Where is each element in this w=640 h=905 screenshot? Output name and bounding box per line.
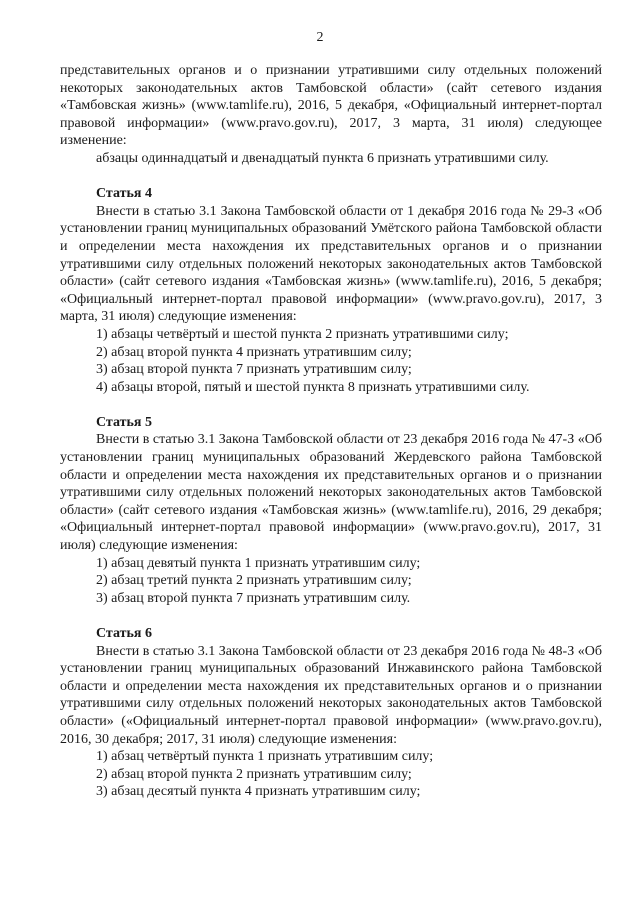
- document-body: [60, 62, 602, 801]
- article-heading: Статья 5: [96, 414, 152, 430]
- spacer: [60, 168, 602, 186]
- spacer: [60, 607, 602, 625]
- list-item: 3) абзац второй пункта 7 признать утратившим силу;: [96, 362, 412, 378]
- list-item: 1) абзац девятый пункта 1 признать утратившим силу;: [96, 555, 421, 571]
- list-item: 4) абзацы второй, пятый и шестой пункта 8 признать утратившими силу.: [96, 379, 530, 395]
- page-number: 2: [316, 30, 324, 45]
- article-heading: Статья 6: [96, 626, 152, 641]
- list-item: 2) абзац второй пункта 2 признать утратившим силу;: [96, 766, 412, 782]
- list-item: 3) абзац второй пункта 7 признать утратившим силу.: [96, 590, 411, 606]
- article-heading: Статья 4: [96, 186, 152, 202]
- continuation-section: [60, 62, 602, 168]
- article-5: [60, 414, 602, 608]
- article-4: [60, 185, 602, 396]
- list-item: 2) абзац второй пункта 4 признать утратившим силу;: [96, 344, 412, 360]
- list-item: 1) абзацы четвёртый и шестой пункта 2 признать утратившими силу;: [96, 326, 509, 342]
- list-item: абзацы одиннадцатый и двенадцатый пункта 6 признать утратившими силу.: [96, 150, 549, 166]
- list-item: 3) абзац десятый пункта 4 признать утратившим силу;: [96, 784, 421, 800]
- article-6: [60, 625, 602, 801]
- list-item: 1) абзац четвёртый пункта 1 признать утратившим силу;: [96, 749, 434, 765]
- spacer: [60, 396, 602, 414]
- list-item: 2) абзац третий пункта 2 признать утратившим силу;: [96, 573, 412, 589]
- continuation-text: представительных органов и о признании утратившими силу отдельных положений некоторых законодательных актов Тамбовской области» (сайт сетевого издания «Тамбовская жизнь» (www.tamlife.ru), 2016, 5 декабря, «Официальный интернет-портал правовой информации» (www.pravo.gov.ru), 2017, 3 марта, 31 июля) следующее изменение:: [60, 63, 602, 149]
- article-intro: Внести в статью 3.1 Закона Тамбовской области от 23 декабря 2016 года № 47-З «Об установлении границ муниципальных образований Жердевского района Тамбовской области и определении места нахождения их представительных органов и о признании утратившими силу отдельных положений некоторых законодательных актов Тамбовской области» (сайт сетевого издания «Тамбовская жизнь» (www.tamlife.ru), 2016, 29 декабря; «Официальный интернет-портал правовой информации» (www.pravo.gov.ru), 2017, 31 июля) следующие изменения:: [60, 432, 602, 554]
- article-intro: Внести в статью 3.1 Закона Тамбовской области от 1 декабря 2016 года № 29-З «Об установлении границ муниципальных образований Умётского района Тамбовской области и определении места нахождения их представительных органов и о признании утратившими силу отдельных положений некоторых законодательных актов Тамбовской области» (сайт сетевого издания «Тамбовская жизнь» (www.tamlife.ru), 2016, 5 декабря; «Официальный интернет-портал правовой информации» (www.pravo.gov.ru), 2017, 3 марта, 31 июля) следующие изменения:: [60, 203, 602, 325]
- article-intro: Внести в статью 3.1 Закона Тамбовской области от 23 декабря 2016 года № 48-З «Об установлении границ муниципальных образований Инжавинского района Тамбовской области и определении места нахождения их представительных органов и о признании утратившими силу отдельных положений некоторых законодательных актов Тамбовской области» («Официальный интернет-портал правовой информации» (www.pravo.gov.ru), 2016, 30 декабря; 2017, 31 июля) следующие изменения:: [60, 643, 602, 747]
